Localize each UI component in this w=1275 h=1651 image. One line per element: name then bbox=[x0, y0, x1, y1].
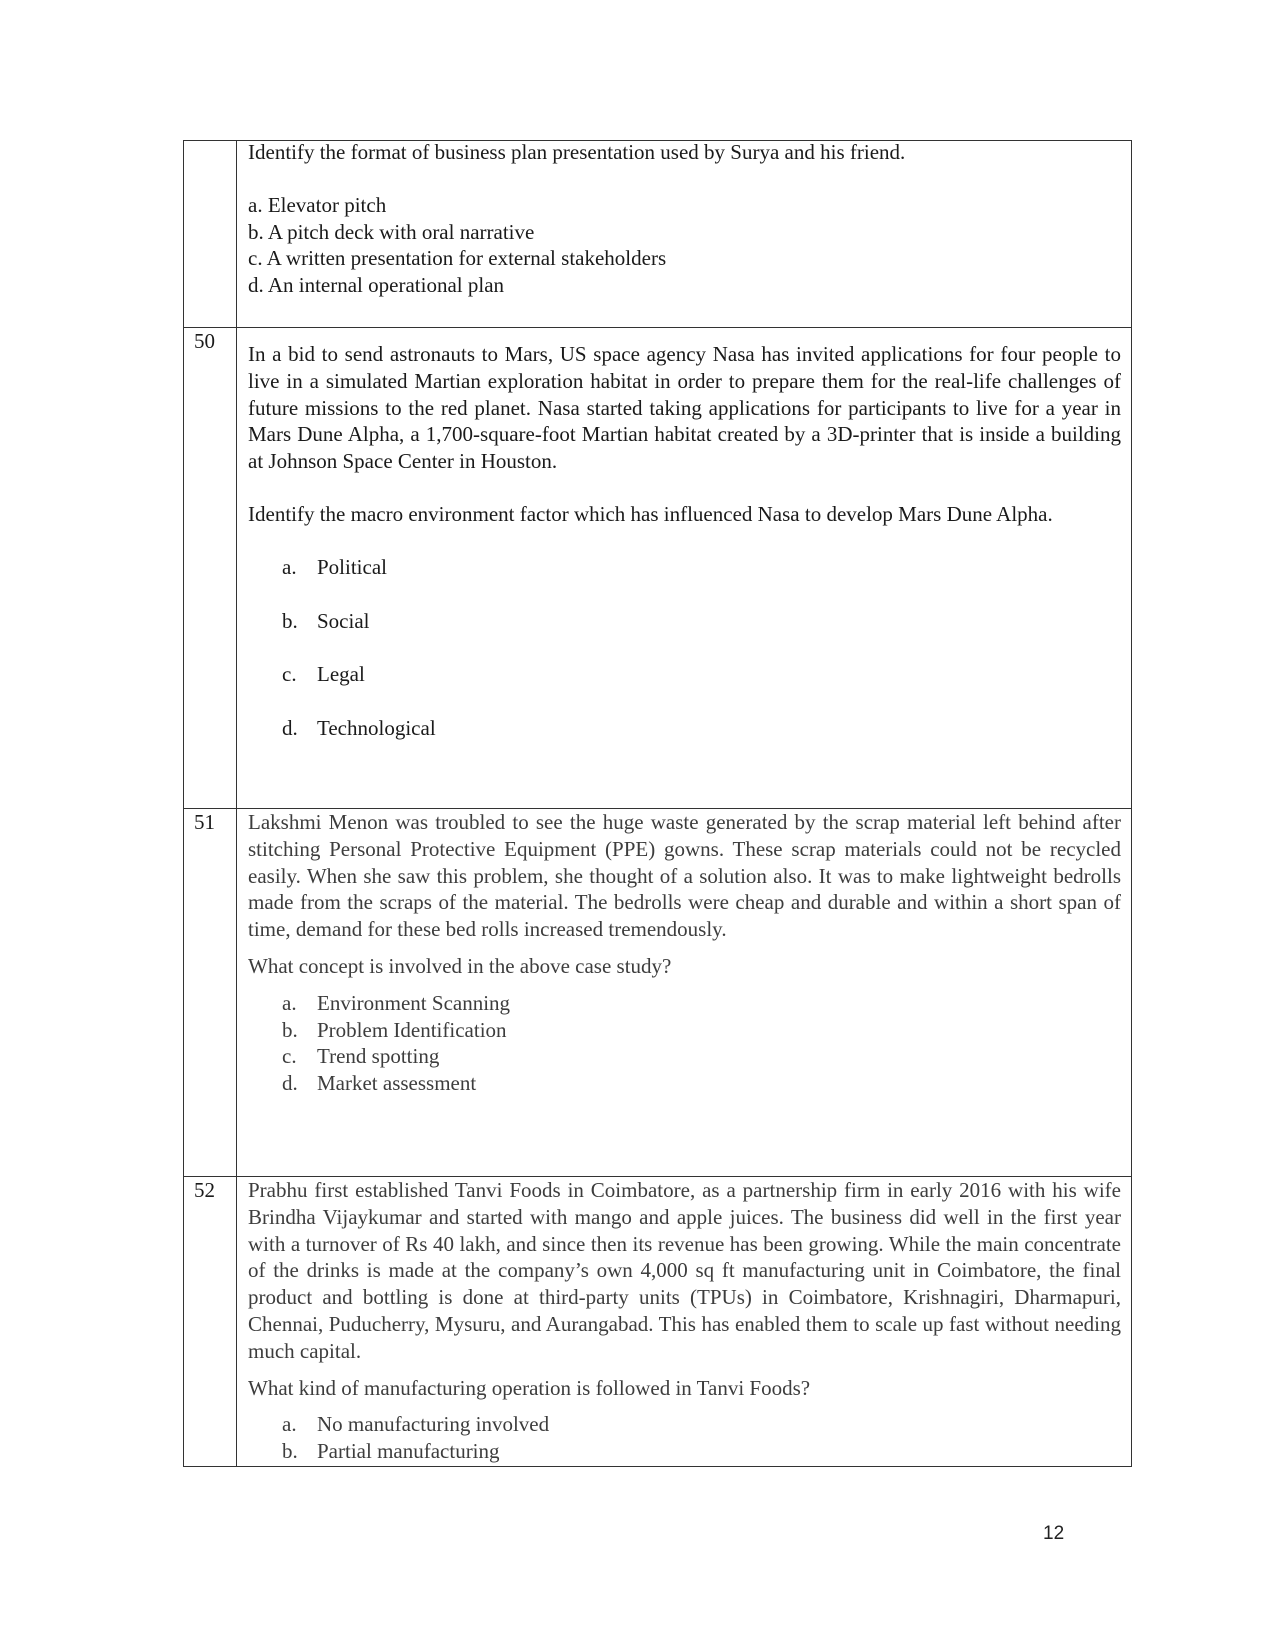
option-list bbox=[248, 990, 1121, 1097]
question-prompt: What concept is involved in the above case study? bbox=[248, 953, 672, 978]
question-row-continued bbox=[184, 141, 1132, 328]
option-a: a. Elevator pitch bbox=[248, 192, 387, 217]
option-c: c. A written presentation for external stakeholders bbox=[248, 246, 667, 271]
option-b: b. A pitch deck with oral narrative bbox=[248, 219, 535, 244]
question-body-cell bbox=[237, 809, 1132, 1177]
option-d: d. An internal operational plan bbox=[248, 273, 505, 298]
question-number-cell bbox=[184, 141, 237, 328]
questions-table bbox=[183, 140, 1132, 1467]
question-row-52 bbox=[184, 1177, 1132, 1467]
question-row-50 bbox=[184, 328, 1132, 809]
option-list bbox=[248, 1411, 1121, 1465]
question-passage: Lakshmi Menon was troubled to see the huge waste generated by the scrap material left behind after stitching Personal Protective Equipment (PPE) gowns. These scrap materials could not be recycled easily. When she saw this problem, she thought of a solution also. It was to make lightweight bedrolls made from the scraps of the material. The bedrolls were cheap and durable and within a short span of time, demand for these bed rolls increased tremendously. bbox=[248, 810, 1121, 942]
question-number: 52 bbox=[184, 1177, 237, 1467]
option-a: a. No manufacturing involved bbox=[282, 1412, 550, 1437]
option-list bbox=[248, 192, 1121, 299]
question-body-cell bbox=[237, 328, 1132, 809]
option-c: c. Trend spotting bbox=[282, 1044, 440, 1069]
question-body-cell bbox=[237, 1177, 1132, 1467]
option-a: a. Environment Scanning bbox=[282, 990, 511, 1015]
option-b: b. Problem Identification bbox=[282, 1017, 507, 1042]
option-b: b. Social bbox=[282, 608, 370, 633]
question-row-51 bbox=[184, 809, 1132, 1177]
question-passage: Prabhu first established Tanvi Foods in Coimbatore, as a partnership firm in early 2016 with his wife Brindha Vijaykumar and started with mango and apple juices. The business did well in the first year with a turnover of Rs 40 lakh, and since then its revenue has been growing. While the main concentrate of the drinks is made at the company’s own 4,000 sq ft manufacturing unit in Coimbatore, the final product and bottling is done at third-party units (TPUs) in Coimbatore, Krishnagiri, Dharmapuri, Chennai, Puducherry, Mysuru, and Aurangabad. This has enabled them to scale up fast without needing much capital. bbox=[248, 1178, 1121, 1363]
question-number: 50 bbox=[184, 328, 237, 809]
question-body-cell bbox=[237, 141, 1132, 328]
option-a: a. Political bbox=[282, 554, 387, 579]
option-d: d. Market assessment bbox=[282, 1071, 477, 1096]
question-prompt: Identify the macro environment factor which has influenced Nasa to develop Mars Dune Alpha. bbox=[248, 501, 1053, 526]
option-list bbox=[248, 554, 1121, 742]
option-c: c. Legal bbox=[282, 662, 365, 687]
option-b: b. Partial manufacturing bbox=[282, 1439, 500, 1464]
question-prompt: What kind of manufacturing operation is followed in Tanvi Foods? bbox=[248, 1375, 811, 1400]
question-number: 51 bbox=[184, 809, 237, 1177]
question-stem: Identify the format of business plan presentation used by Surya and his friend. bbox=[248, 140, 906, 164]
page-number: 12 bbox=[1043, 1523, 1065, 1544]
option-d: d. Technological bbox=[282, 716, 436, 741]
question-passage: In a bid to send astronauts to Mars, US space agency Nasa has invited applications for four people to live in a simulated Martian exploration habitat in order to prepare them for the real-life challenges of future missions to the red planet. Nasa started taking applications for participants to live for a year in Mars Dune Alpha, a 1,700-square-foot Martian habitat created by a 3D-printer that is inside a building at Johnson Space Center in Houston. bbox=[248, 342, 1121, 474]
